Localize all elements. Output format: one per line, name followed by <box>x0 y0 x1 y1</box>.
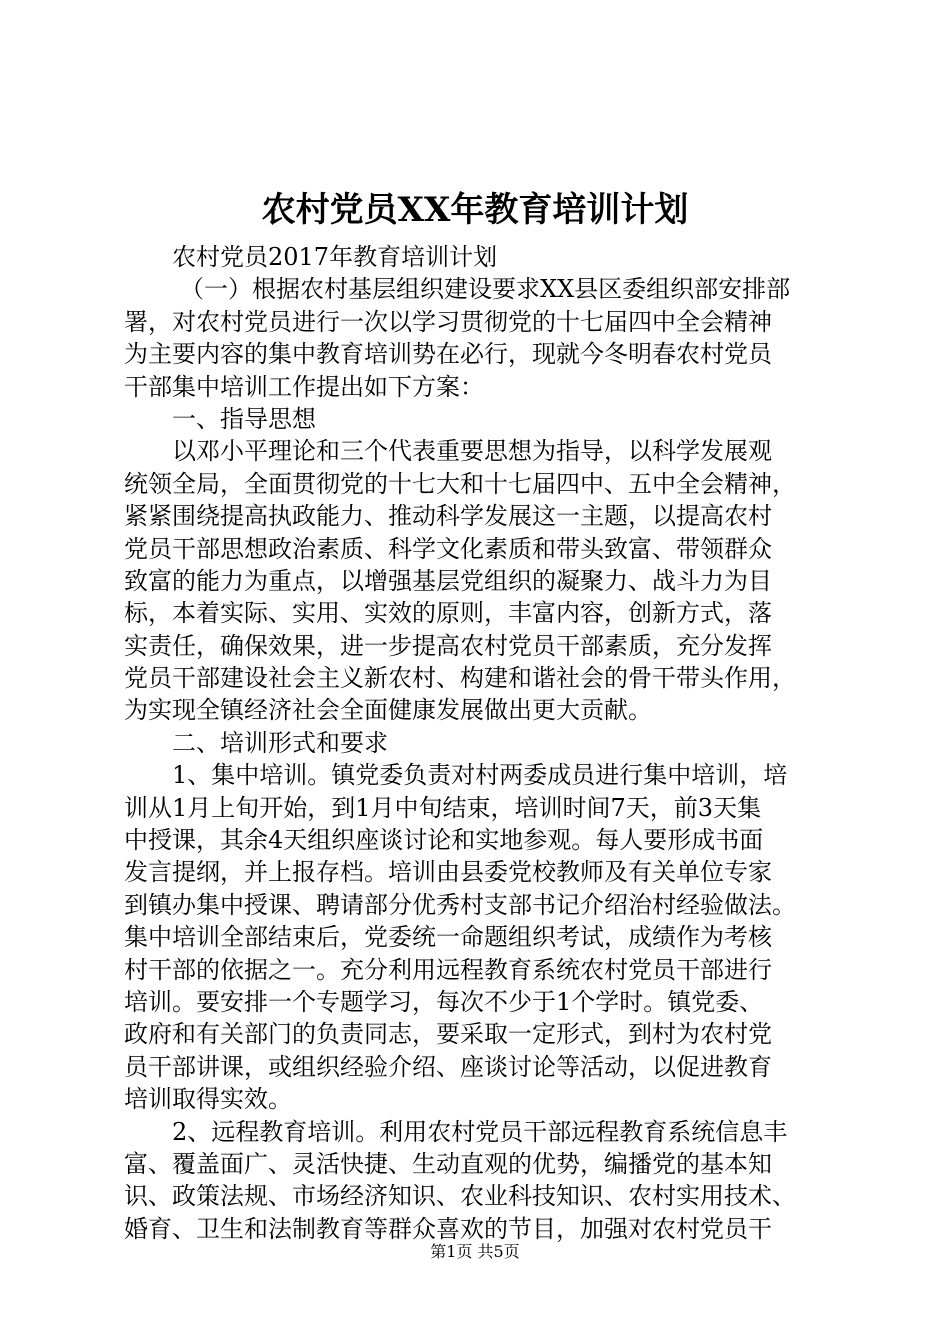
page-number: 第1页 共5页 <box>430 1242 520 1261</box>
paragraph-line: 培训取得实效。 <box>124 1085 292 1114</box>
paragraph-line: 署，对农村党员进行一次以学习贯彻党的十七届四中全会精神 <box>124 307 772 336</box>
paragraph-line: 培训。要安排一个专题学习，每次不少于1个学时。镇党委、 <box>124 987 764 1016</box>
paragraph-line: 中授课，其余4天组织座谈讨论和实地参观。每人要形成书面 <box>124 826 764 855</box>
paragraph-line: 员干部讲课，或组织经验介绍、座谈讨论等活动，以促进教育 <box>124 1052 772 1081</box>
paragraph-line: 为实现全镇经济社会全面健康发展做出更大贡献。 <box>124 696 652 725</box>
paragraph-line: 为主要内容的集中教育培训势在必行，现就今冬明春农村党员 <box>124 340 772 369</box>
paragraph-line: 干部集中培训工作提出如下方案： <box>124 372 484 401</box>
paragraph-line: 标，本着实际、实用、实效的原则，丰富内容，创新方式，落 <box>124 599 772 628</box>
paragraph-line: 党员干部建设社会主义新农村、构建和谐社会的骨干带头作用， <box>124 664 796 693</box>
paragraph-line: 发言提纲，并上报存档。培训由县委党校教师及有关单位专家 <box>124 858 772 887</box>
paragraph-line: （一）根据农村基层组织建设要求XX县区委组织部安排部 <box>180 275 791 304</box>
paragraph-line: 到镇办集中授课、聘请部分优秀村支部书记介绍治村经验做法。 <box>124 890 796 919</box>
paragraph-line: 村干部的依据之一。充分利用远程教育系统农村党员干部进行 <box>124 955 772 984</box>
paragraph-line: 政府和有关部门的负责同志，要采取一定形式，到村为农村党 <box>124 1020 772 1049</box>
paragraph-line: 紧紧围绕提高执政能力、推动科学发展这一主题，以提高农村 <box>124 502 772 531</box>
paragraph-line: 党员干部思想政治素质、科学文化素质和带头致富、带领群众 <box>124 534 772 563</box>
paragraph-line: 2、远程教育培训。利用农村党员干部远程教育系统信息丰 <box>172 1117 788 1146</box>
section-heading: 一、指导思想 <box>172 404 316 433</box>
paragraph-line: 识、政策法规、市场经济知识、农业科技知识、农村实用技术、 <box>124 1182 796 1211</box>
paragraph-line: 训从1月上旬开始，到1月中旬结束，培训时间7天，前3天集 <box>124 793 762 822</box>
paragraph-line: 统领全局，全面贯彻党的十七大和十七届四中、五中全会精神， <box>124 469 796 498</box>
paragraph-line: 农村党员2017年教育培训计划 <box>172 243 498 271</box>
section-heading: 二、培训形式和要求 <box>172 728 388 757</box>
paragraph-line: 以邓小平理论和三个代表重要思想为指导，以科学发展观 <box>172 437 772 466</box>
paragraph-line: 实责任，确保效果，进一步提高农村党员干部素质，充分发挥 <box>124 631 772 660</box>
paragraph-line: 1、集中培训。镇党委负责对村两委成员进行集中培训，培 <box>172 761 788 790</box>
paragraph-line: 婚育、卫生和法制教育等群众喜欢的节目，加强对农村党员干 <box>124 1214 772 1243</box>
paragraph-line: 致富的能力为重点，以增强基层党组织的凝聚力、战斗力为目 <box>124 566 772 595</box>
paragraph-line: 集中培训全部结束后，党委统一命题组织考试，成绩作为考核 <box>124 923 772 952</box>
paragraph-line: 富、覆盖面广、灵活快捷、生动直观的优势，编播党的基本知 <box>124 1149 772 1178</box>
document-title: 农村党员XX年教育培训计划 <box>261 190 689 230</box>
document-body <box>124 241 834 1245</box>
